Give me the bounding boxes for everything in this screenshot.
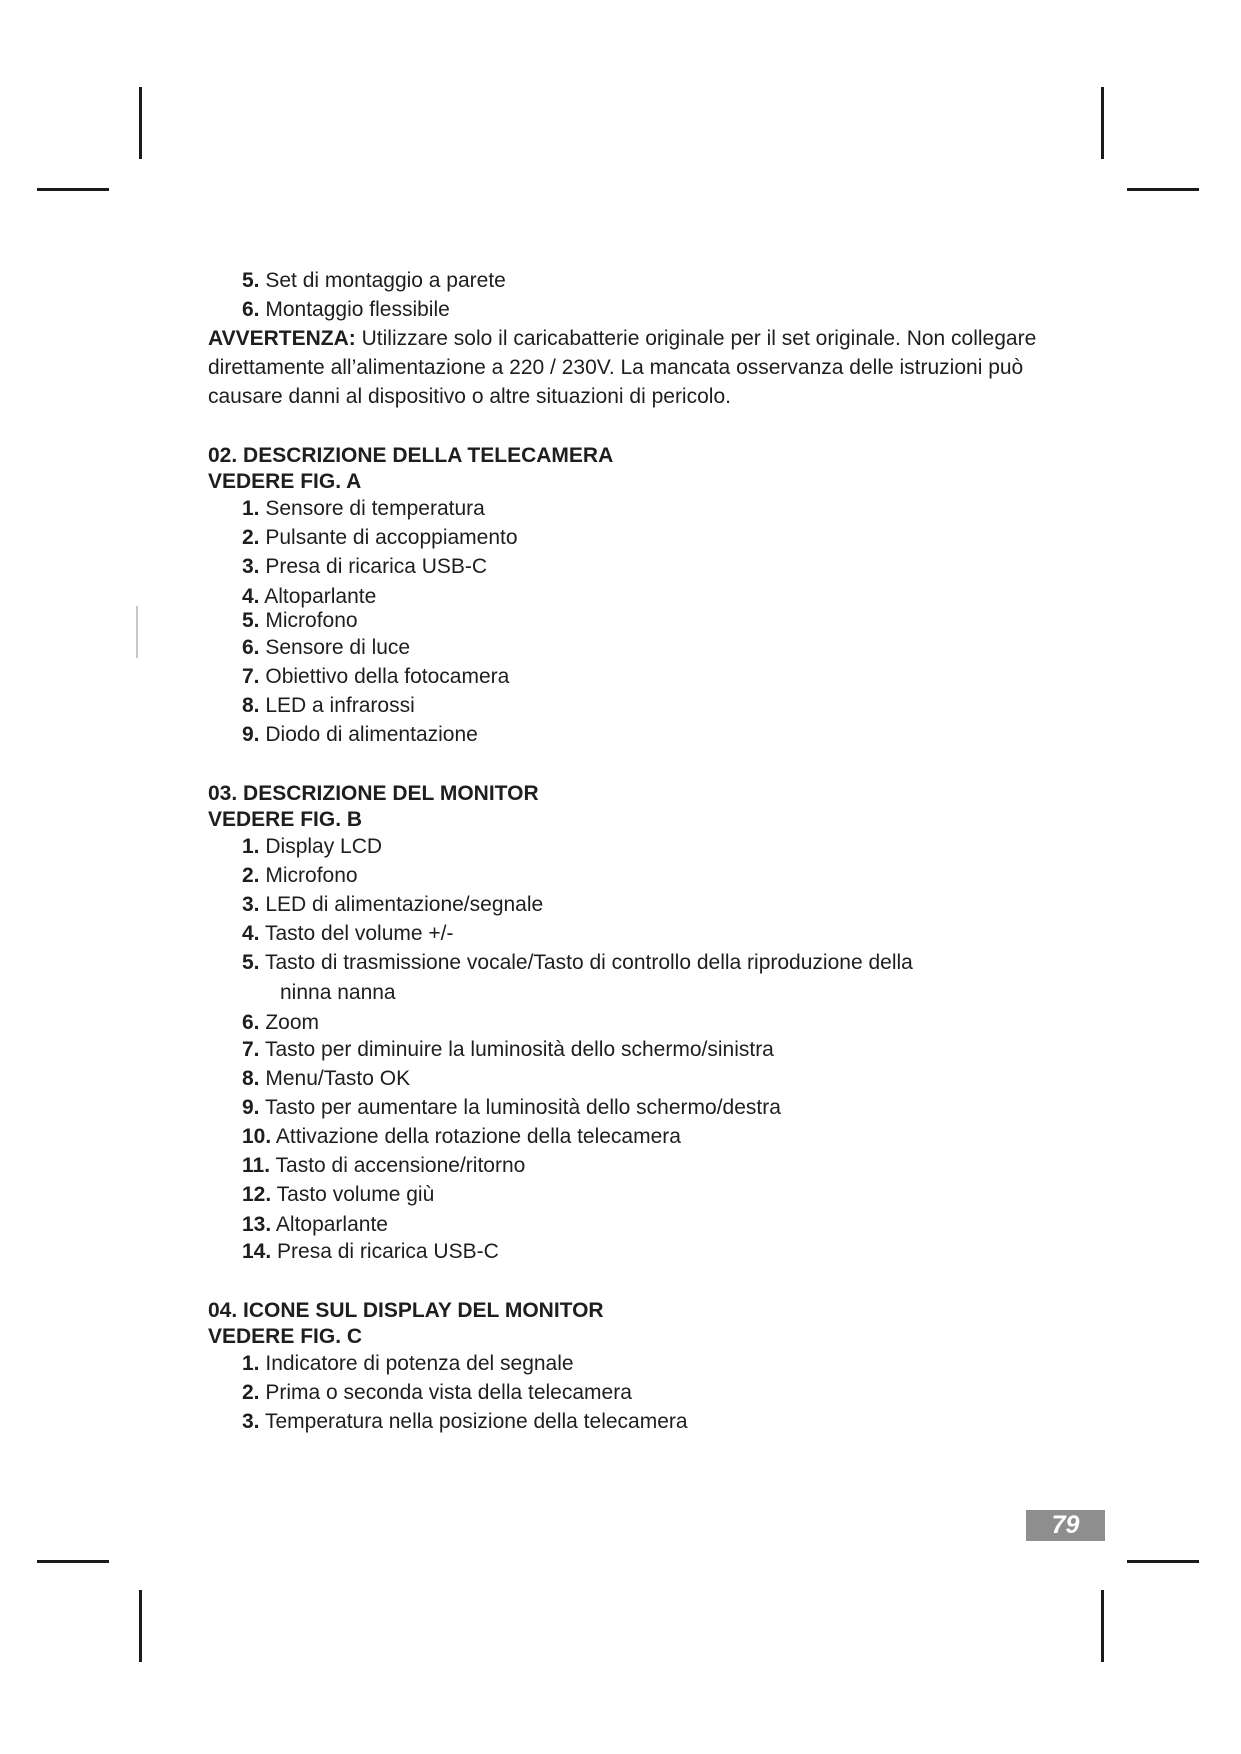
crop-mark-top-left-horizontal xyxy=(37,188,109,191)
list-item: 5. Microfono xyxy=(242,609,358,632)
list-item: 12. Tasto volume giù xyxy=(242,1183,435,1206)
list-item: 6. Sensore di luce xyxy=(242,636,411,659)
crop-mark-bottom-right-vertical xyxy=(1101,1590,1104,1662)
list-item: 7. Obiettivo della fotocamera xyxy=(242,665,510,688)
list-item: 6. Zoom xyxy=(242,1011,320,1034)
margin-mark xyxy=(136,606,138,658)
list-item: 3. Temperatura nella posizione della telecamera xyxy=(242,1410,688,1433)
list-item: 13. Altoparlante xyxy=(242,1213,388,1236)
crop-mark-top-right-vertical xyxy=(1101,87,1104,159)
monitor-parts-list xyxy=(208,832,1068,1266)
figure-reference-c: VEDERE FIG. C xyxy=(208,1325,363,1348)
figure-reference-a: VEDERE FIG. A xyxy=(208,470,362,493)
crop-mark-bottom-right-horizontal xyxy=(1127,1560,1199,1563)
list-item: 1. Display LCD xyxy=(242,835,383,858)
list-item: 5. Set di montaggio a parete xyxy=(242,269,506,292)
crop-mark-bottom-left-horizontal xyxy=(37,1560,109,1563)
list-item: 9. Tasto per aumentare la luminosità dello schermo/destra xyxy=(242,1096,781,1119)
list-item: 2. Microfono xyxy=(242,864,358,887)
list-item: 1. Indicatore di potenza del segnale xyxy=(242,1352,574,1375)
list-item: 4. Altoparlante xyxy=(242,585,377,608)
list-item: 6. Montaggio flessibile xyxy=(242,298,450,321)
list-item: 8. LED a infrarossi xyxy=(242,694,415,717)
list-item: 5. Tasto di trasmissione vocale/Tasto di controllo della riproduzione della xyxy=(242,951,913,974)
figure-reference-b: VEDERE FIG. B xyxy=(208,808,363,831)
display-icons-list xyxy=(208,1349,1068,1436)
list-item: 3. Presa di ricarica USB-C xyxy=(242,555,488,578)
warning-label: AVVERTENZA: xyxy=(208,327,356,350)
warning-text: Utilizzare solo il caricabatterie originale per il set originale. Non collegare direttamente all’alimentazione a 220 / 230V. La mancata osservanza delle istruzioni può causare danni al dispositivo o altre situazioni di pericolo. xyxy=(208,327,1037,408)
list-item: 10. Attivazione della rotazione della telecamera xyxy=(242,1125,681,1148)
list-item: 14. Presa di ricarica USB-C xyxy=(242,1240,499,1263)
list-item: 9. Diodo di alimentazione xyxy=(242,723,478,746)
list-item: 7. Tasto per diminuire la luminosità dello schermo/sinistra xyxy=(242,1038,774,1061)
section-title-camera: 02. DESCRIZIONE DELLA TELECAMERA xyxy=(208,444,614,467)
list-item: 3. LED di alimentazione/segnale xyxy=(242,893,544,916)
warning-paragraph xyxy=(208,324,1068,411)
section-title-monitor: 03. DESCRIZIONE DEL MONITOR xyxy=(208,782,539,805)
list-item: 8. Menu/Tasto OK xyxy=(242,1067,411,1090)
list-item: 4. Tasto del volume +/- xyxy=(242,922,454,945)
list-item: 2. Pulsante di accoppiamento xyxy=(242,526,518,549)
list-item: 2. Prima o seconda vista della telecamera xyxy=(242,1381,632,1404)
crop-mark-top-right-horizontal xyxy=(1127,188,1199,191)
camera-parts-list xyxy=(208,494,1068,749)
list-item-continuation: ninna nanna xyxy=(280,981,396,1004)
page-number: 79 xyxy=(1026,1510,1105,1541)
intro-list xyxy=(208,266,1068,324)
list-item: 11. Tasto di accensione/ritorno xyxy=(242,1154,526,1177)
list-item: 1. Sensore di temperatura xyxy=(242,497,485,520)
section-title-display-icons: 04. ICONE SUL DISPLAY DEL MONITOR xyxy=(208,1299,604,1322)
page-content xyxy=(208,266,1068,1436)
crop-mark-top-left-vertical xyxy=(139,87,142,159)
crop-mark-bottom-left-vertical xyxy=(139,1590,142,1662)
